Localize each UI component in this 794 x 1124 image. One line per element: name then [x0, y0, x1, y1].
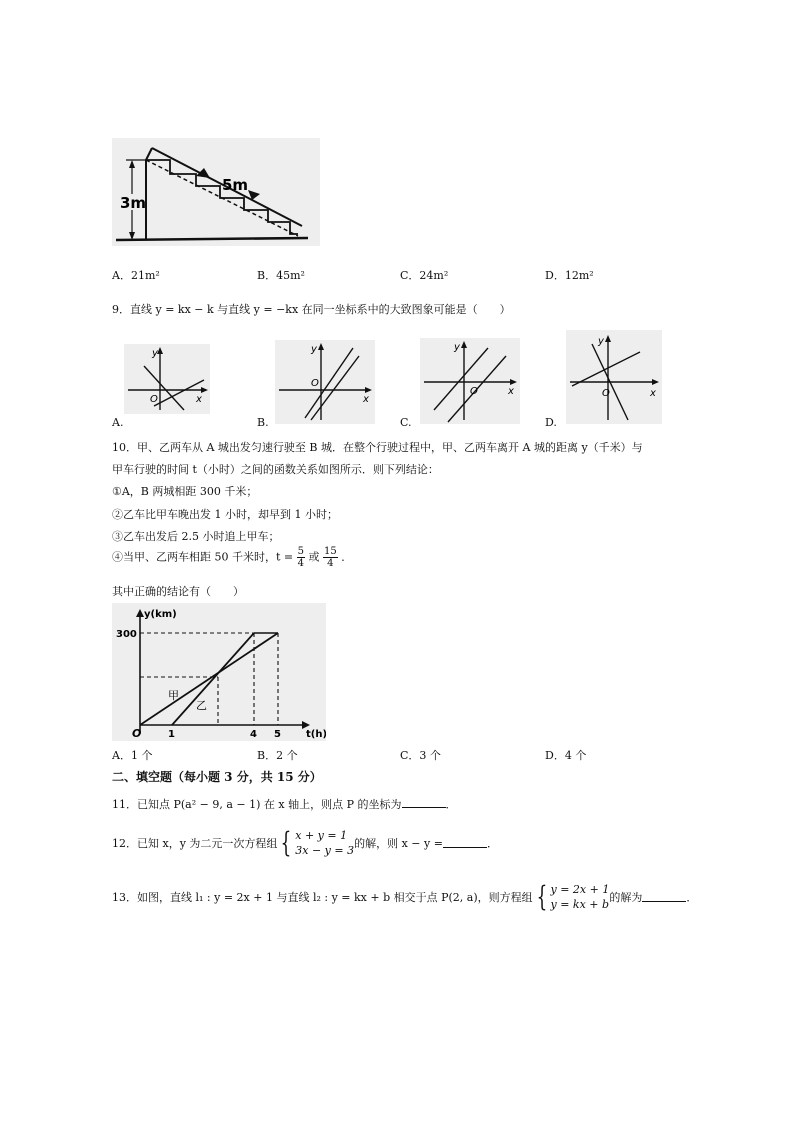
- q13: 13．如图，直线 l₁ : y = 2x + 1 与直线 l₂ : y = kx + b 相交于点 P(2, a)，则方程组 { y = 2x + 1 y = kx + b 的解为 ．: [112, 880, 698, 913]
- x-tick-4: 4: [250, 729, 257, 740]
- q8-option-c[interactable]: C．24m²: [400, 269, 449, 282]
- fraction-5-4: $\frac{5}{4}$: [297, 546, 304, 569]
- q10-option-a[interactable]: A．1 个: [112, 749, 153, 762]
- svg-text:x: x: [196, 394, 202, 405]
- q10-statement-4: ④当甲、乙两车相距 50 千米时，t = $\frac{5}{4}$ 或 $\frac{15}{4}$ ．: [112, 546, 353, 569]
- q10-distance-time-graph: [112, 603, 326, 741]
- q10-option-c[interactable]: C．3 个: [400, 749, 441, 762]
- svg-text:O: O: [150, 394, 158, 405]
- fraction-15-4: $\frac{15}{4}$: [324, 546, 337, 569]
- svg-text:O: O: [311, 378, 319, 389]
- svg-text:x: x: [508, 386, 514, 397]
- q11-answer-blank[interactable]: [402, 798, 446, 808]
- q12-answer-blank[interactable]: [443, 838, 487, 848]
- svg-text:O: O: [602, 388, 610, 399]
- q10-stem-line2: 甲车行驶的时间 t（小时）之间的函数关系如图所示．则下列结论：: [112, 463, 439, 476]
- q9-graph-a: [124, 344, 210, 414]
- q13-equation-system: y = 2x + 1 y = kx + b: [550, 883, 610, 911]
- q10-option-b[interactable]: B．2 个: [257, 749, 298, 762]
- svg-text:O: O: [470, 386, 478, 397]
- q8-option-d[interactable]: D．12m²: [545, 269, 594, 282]
- q10-stem-line1: 10．甲、乙两车从 A 城出发匀速行驶至 B 城．在整个行驶过程中，甲、乙两车离开 A 城的距离 y（千米）与: [112, 441, 643, 454]
- q9-graph-b: [275, 340, 375, 424]
- q8-option-b[interactable]: B．45m²: [257, 269, 305, 282]
- q9-option-d[interactable]: D.: [545, 416, 557, 429]
- slope-label: 5m: [222, 176, 249, 194]
- svg-text:y: y: [598, 336, 604, 347]
- height-label: 3m: [120, 194, 147, 212]
- svg-text:y: y: [311, 344, 317, 355]
- svg-text:y: y: [454, 342, 460, 353]
- q9-option-c[interactable]: C.: [400, 416, 412, 429]
- svg-text:x: x: [363, 394, 369, 405]
- line-yi-label: 乙: [196, 699, 207, 712]
- x-tick-5: 5: [274, 729, 281, 740]
- svg-text:y: y: [152, 348, 158, 359]
- q13-answer-blank[interactable]: [642, 892, 686, 902]
- q9-graph-d: [566, 330, 662, 424]
- q11: 11．已知点 P(a² − 9, a − 1) 在 x 轴上，则点 P 的坐标为 ．: [112, 798, 457, 811]
- svg-text:x: x: [650, 388, 656, 399]
- y-tick-300: 300: [116, 629, 137, 640]
- q9-stem: 9．直线 y = kx − k 与直线 y = −kx 在同一坐标系中的大致图象可能是（ ）: [112, 303, 511, 316]
- q10-statement-3: ③乙车出发后 2.5 小时追上甲车；: [112, 530, 280, 543]
- staircase-diagram: [112, 138, 320, 246]
- q10-statement-1: ①A，B 两城相距 300 千米；: [112, 485, 258, 498]
- q10-option-d[interactable]: D．4 个: [545, 749, 587, 762]
- x-axis-label: t(h): [306, 729, 326, 740]
- y-axis-label: y(km): [144, 609, 177, 620]
- staircase-figure: [112, 138, 320, 246]
- q12-equation-system: x + y = 1 3x − y = 3: [295, 829, 355, 857]
- q9-option-b[interactable]: B.: [257, 416, 269, 429]
- q8-option-a[interactable]: A．21m²: [112, 269, 160, 282]
- q10-ask: 其中正确的结论有（ ）: [112, 585, 244, 598]
- q9-option-a[interactable]: A.: [112, 416, 124, 429]
- origin-label: O: [132, 727, 142, 740]
- q9-graph-c: [420, 338, 520, 424]
- section-heading-fill-in: 二、填空题（每小题 3 分，共 15 分）: [112, 770, 322, 784]
- q10-statement-2: ②乙车比甲车晚出发 1 小时，却早到 1 小时；: [112, 508, 338, 521]
- q12: 12．已知 x，y 为二元一次方程组 { x + y = 1 3x − y = 3 的解，则 x − y = ．: [112, 826, 498, 859]
- line-jia-label: 甲: [168, 689, 179, 702]
- x-tick-1: 1: [168, 729, 175, 740]
